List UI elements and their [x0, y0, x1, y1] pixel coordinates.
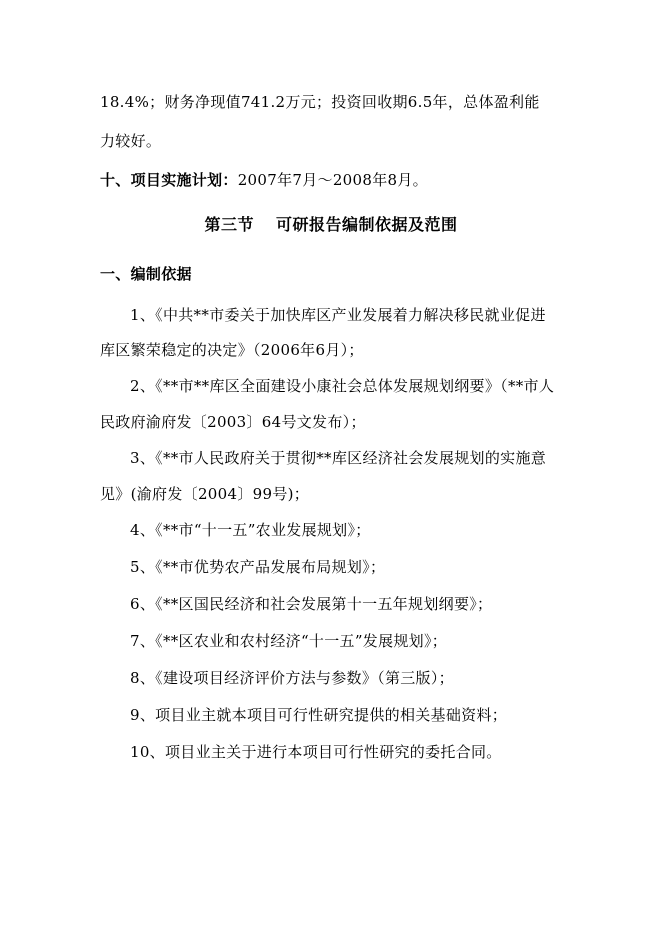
chapter-heading	[0, 214, 662, 236]
basis-item-1-line1: 1、《中共**市委关于加快库区产业发展着力解决移民就业促进	[130, 306, 546, 324]
section9-tail-line1: 18.4%；财务净现值741.2万元；投资回收期6.5年，总体盈利能	[100, 93, 540, 111]
basis-item-6: 6、《**区国民经济和社会发展第十一五年规划纲要》；	[130, 595, 493, 613]
chapter-heading-title: 可研报告编制依据及范围	[276, 215, 458, 234]
section10-text: 2007年7月～2008年8月。	[237, 171, 428, 189]
basis-item-4: 4、《**市“十一五”农业发展规划》；	[130, 521, 371, 539]
basis-item-1-line2: 库区繁荣稳定的决定》（2006年6月）；	[100, 341, 364, 359]
basis-item-8: 8、《建设项目经济评价方法与参数》（第三版）；	[130, 669, 454, 687]
basis-item-10: 10、项目业主关于进行本项目可行性研究的委托合同。	[130, 743, 502, 761]
chapter-heading-number: 第三节	[204, 215, 254, 234]
subsection-title: 一、编制依据	[100, 265, 192, 283]
basis-item-9: 9、项目业主就本项目可行性研究提供的相关基础资料；	[130, 706, 508, 724]
basis-item-7: 7、《**区农业和农村经济“十一五”发展规划》；	[130, 632, 448, 650]
basis-item-3-line1: 3、《**市人民政府关于贯彻**库区经济社会发展规划的实施意	[130, 449, 547, 467]
section9-tail-line2: 力较好。	[100, 132, 162, 150]
section10-paragraph	[100, 170, 428, 190]
section10-label: 十、项目实施计划：	[100, 171, 238, 189]
basis-item-3-line2: 见》(渝府发〔2004〕99号)；	[100, 485, 310, 503]
basis-item-5: 5、《**市优势农产品发展布局规划》；	[130, 558, 386, 576]
basis-item-2-line1: 2、《**市**库区全面建设小康社会总体发展规划纲要》（**市人	[130, 377, 555, 395]
basis-item-2-line2: 民政府渝府发〔2003〕64号文发布）；	[100, 413, 366, 431]
